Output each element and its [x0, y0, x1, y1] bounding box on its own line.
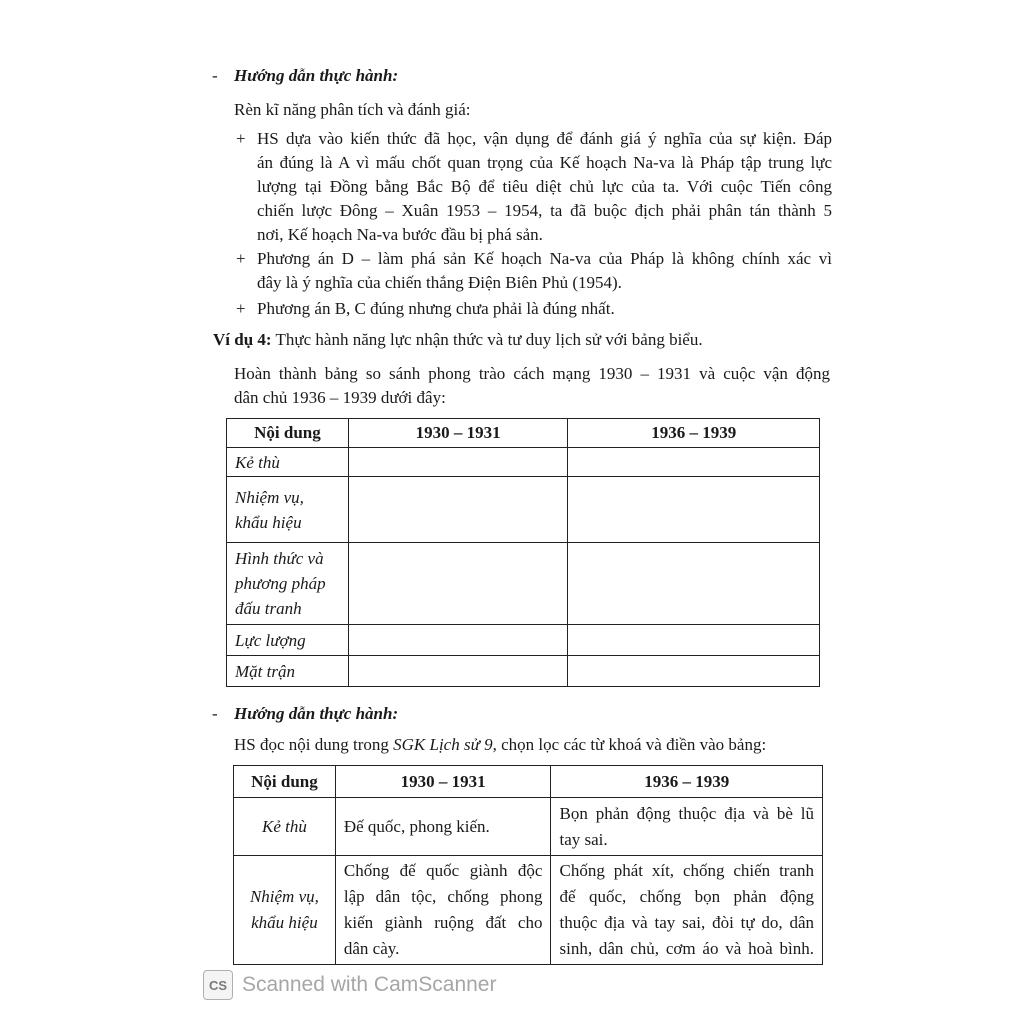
- cell-line: dân cày.: [343, 939, 400, 958]
- row-label: [227, 448, 349, 477]
- table-row: [227, 543, 820, 625]
- cell-1936: [551, 798, 823, 856]
- table-row: [227, 625, 820, 656]
- camscanner-watermark: [203, 970, 496, 1000]
- table-row: [227, 448, 820, 477]
- camscanner-logo-icon: CS: [203, 970, 233, 1000]
- header-period-1: 1930 – 1931: [348, 419, 568, 448]
- empty-cell: [568, 543, 820, 625]
- header-period-1: 1930 – 1931: [335, 766, 551, 798]
- bullet-2-line: Phương án D – làm phá sản Kế hoạch Na-va của Pháp là không chính xác vì: [257, 249, 832, 268]
- row-label-text: Mặt trận: [235, 661, 295, 681]
- row-label: [227, 656, 349, 687]
- comparison-table-empty: [226, 418, 820, 687]
- header-content: Nội dung: [234, 766, 336, 798]
- example-heading: [213, 328, 703, 352]
- cell-1930: [335, 856, 551, 965]
- bullet-3: Phương án B, C đúng nhưng chưa phải là đúng nhất.: [257, 299, 615, 318]
- empty-cell: [568, 477, 820, 543]
- bullet-2-line: đây là ý nghĩa của chiến thắng Điện Biên Phủ (1954).: [257, 273, 622, 292]
- row-label: [234, 798, 336, 856]
- comparison-table-filled: [233, 765, 823, 965]
- task-line: dân chủ 1936 – 1939 dưới đây:: [234, 388, 446, 407]
- row-label-text: Hình thức và: [235, 549, 324, 568]
- textbook-title: SGK Lịch sử 9: [393, 735, 493, 754]
- cell-line: lập dân tộc, chống phong: [343, 887, 543, 906]
- instruction-part: , chọn lọc các từ khoá và điền vào bảng:: [492, 735, 767, 754]
- row-label: [227, 543, 349, 625]
- table-row: [234, 856, 823, 965]
- row-label: [227, 625, 349, 656]
- instruction-part: HS đọc nội dung trong: [234, 735, 394, 754]
- cell-line: thuộc địa và tay sai, đòi tự do, dân: [559, 913, 814, 932]
- empty-cell: [348, 477, 568, 543]
- watermark-text: Scanned with CamScanner: [242, 973, 497, 996]
- empty-cell: [348, 625, 568, 656]
- row-label-text: Kẻ thù: [235, 452, 280, 472]
- task-line: Hoàn thành bảng so sánh phong trào cách mạng 1930 – 1931 và cuộc vận động: [234, 364, 830, 383]
- dash-marker: -: [212, 66, 218, 85]
- bullet-1-line: lượng tại Đồng bằng Bắc Bộ để tiêu diệt chủ lực của ta. Với cuộc Tiến công: [257, 177, 832, 196]
- example-label: Ví dụ 4:: [213, 330, 272, 349]
- cell-1930: [335, 798, 551, 856]
- table-header-row: [227, 419, 820, 448]
- bullet-marker: +: [236, 129, 246, 148]
- table-row: [227, 656, 820, 687]
- row-label-text: Nhiệm vụ,: [235, 487, 304, 507]
- dash-marker: -: [212, 704, 218, 723]
- bullet-1-line: HS dựa vào kiến thức đã học, vận dụng để đánh giá ý nghĩa của sự kiện. Đáp: [257, 129, 832, 148]
- table-header-row: [234, 766, 823, 798]
- row-label-text: Nhiệm vụ,: [249, 887, 319, 906]
- header-period-2: 1936 – 1939: [551, 766, 823, 798]
- row-label-text: đấu tranh: [235, 599, 302, 618]
- empty-cell: [348, 656, 568, 687]
- cell-line: kiến giành ruộng đất cho: [343, 913, 543, 932]
- empty-cell: [568, 448, 820, 477]
- cell-line: Đế quốc, phong kiến.: [343, 816, 490, 836]
- cell-line: đế quốc, chống bọn phản động: [559, 887, 814, 906]
- example-text: Thực hành năng lực nhận thức và tư duy lịch sử với bảng biểu.: [275, 330, 703, 349]
- task-text: [234, 362, 830, 410]
- table-row: [227, 477, 820, 543]
- cell-1936: [551, 856, 823, 965]
- cell-line: Chống đế quốc giành độc: [343, 861, 543, 880]
- bullet-marker: +: [236, 299, 246, 318]
- section-heading: Hướng dẫn thực hành:: [234, 66, 399, 85]
- row-label-text: Lực lượng: [235, 630, 306, 650]
- empty-cell: [348, 543, 568, 625]
- intro-text: Rèn kĩ năng phân tích và đánh giá:: [234, 100, 471, 119]
- section-heading: Hướng dẫn thực hành:: [234, 704, 399, 723]
- bullet-1-line: nơi, Kế hoạch Na-va bước đầu bị phá sản.: [257, 225, 543, 244]
- header-content: Nội dung: [227, 419, 349, 448]
- bullet-marker: +: [236, 249, 246, 268]
- cell-line: sinh, dân chủ, cơm áo và hoà bình.: [559, 939, 814, 958]
- cell-line: Chống phát xít, chống chiến tranh: [559, 861, 814, 880]
- bullet-1: [257, 127, 832, 247]
- bullet-1-line: chiến lược Đông – Xuân 1953 – 1954, ta đã buộc địch phải phân tán thành 5: [257, 201, 832, 220]
- row-label-text: khẩu hiệu: [251, 913, 318, 932]
- row-label: [234, 856, 336, 965]
- bullet-1-line: án đúng là A vì mấu chốt quan trọng của Kế hoạch Na-va là Pháp tập trung lực: [257, 153, 832, 172]
- cell-line: tay sai.: [559, 829, 608, 849]
- row-label-text: Kẻ thù: [262, 816, 307, 836]
- cell-line: Bọn phản động thuộc địa và bè lũ: [559, 803, 814, 823]
- empty-cell: [568, 625, 820, 656]
- row-label: [227, 477, 349, 543]
- table-row: [234, 798, 823, 856]
- header-period-2: 1936 – 1939: [568, 419, 820, 448]
- row-label-text: phương pháp: [235, 574, 326, 593]
- empty-cell: [568, 656, 820, 687]
- row-label-text: khẩu hiệu: [235, 512, 302, 532]
- instruction-text: [234, 733, 766, 757]
- empty-cell: [348, 448, 568, 477]
- bullet-2: [257, 247, 832, 295]
